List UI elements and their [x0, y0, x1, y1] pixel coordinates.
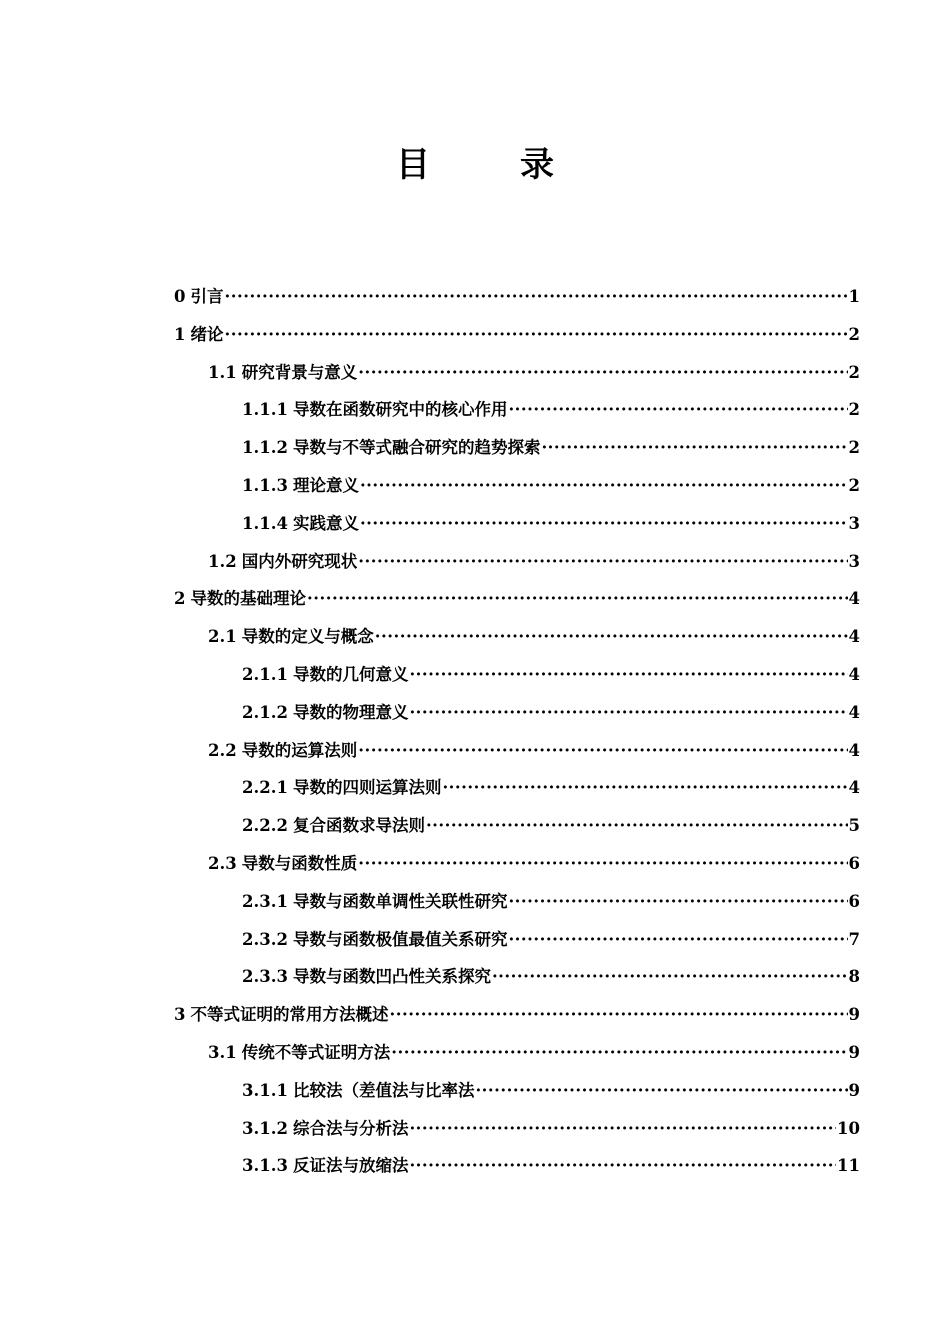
toc-entry-title: 导数与函数性质	[241, 853, 358, 873]
toc-entry-label	[208, 354, 357, 392]
toc-entry-title: 绪论	[190, 324, 224, 344]
toc-dot-leader	[409, 656, 847, 694]
toc-dot-leader	[508, 391, 847, 429]
toc-entry-title: 反证法与放缩法	[292, 1156, 409, 1176]
toc-entry-label	[208, 732, 357, 770]
toc-entry[interactable]	[174, 1034, 860, 1072]
toc-dot-leader	[358, 543, 847, 581]
toc-entry-page-number: 2	[848, 324, 860, 344]
toc-entry-number: 3	[174, 1005, 186, 1025]
toc-entry[interactable]	[174, 845, 860, 883]
toc-entry-title: 复合函数求导法则	[292, 816, 425, 836]
toc-dot-leader	[508, 921, 847, 959]
toc-entry-label	[242, 1147, 408, 1185]
toc-entry-page-number: 9	[848, 1005, 860, 1025]
toc-entry-number: 3.1.2	[242, 1118, 288, 1138]
toc-entry-number: 1.1.2	[242, 438, 288, 458]
toc-entry-page-number: 6	[848, 891, 860, 911]
toc-entry-page-number: 9	[848, 1042, 860, 1062]
toc-entry-page-number: 2	[848, 362, 860, 382]
toc-entry-label	[174, 316, 223, 354]
toc-entry-title: 导数与不等式融合研究的趋势探索	[292, 438, 541, 458]
toc-entry[interactable]	[174, 769, 860, 807]
toc-entry-label	[242, 883, 507, 921]
toc-dot-leader	[492, 958, 848, 996]
toc-entry-label	[208, 618, 374, 656]
toc-dot-leader	[375, 618, 848, 656]
toc-entry-number: 2.3	[208, 853, 237, 873]
toc-entry-title: 导数的基础理论	[190, 589, 306, 609]
toc-entry-page-number: 4	[848, 740, 860, 760]
toc-entry[interactable]	[174, 580, 860, 618]
toc-entry-page-number: 7	[848, 929, 860, 949]
toc-entry[interactable]	[174, 732, 860, 770]
toc-entry-title: 研究背景与意义	[241, 362, 358, 382]
toc-entry-page-number: 2	[848, 475, 860, 495]
toc-entry[interactable]	[174, 618, 860, 656]
toc-entry-number: 2.1.2	[242, 702, 288, 722]
toc-entry-page-number: 4	[848, 627, 860, 647]
toc-dot-leader	[409, 1110, 836, 1148]
toc-entry-label	[174, 996, 388, 1034]
toc-entry-page-number: 4	[848, 702, 860, 722]
toc-entry[interactable]	[174, 543, 860, 581]
toc-entry-number: 2.2.2	[242, 816, 288, 836]
toc-entry-number: 1.1.4	[242, 513, 288, 533]
toc-entry[interactable]	[174, 1072, 860, 1110]
toc-entry[interactable]	[174, 505, 860, 543]
toc-dot-leader	[358, 354, 847, 392]
toc-dot-leader	[224, 278, 847, 316]
toc-entry-number: 2.3.3	[242, 967, 288, 987]
toc-entry-page-number: 5	[848, 816, 860, 836]
toc-entry-page-number: 4	[848, 664, 860, 684]
toc-entry[interactable]	[174, 467, 860, 505]
toc-entry-title: 导数的运算法则	[241, 740, 358, 760]
toc-entry-label	[242, 656, 408, 694]
toc-entry-number: 3.1	[208, 1042, 237, 1062]
toc-entry-title: 引言	[190, 287, 224, 306]
toc-dot-leader	[360, 467, 848, 505]
toc-entry-title: 导数的几何意义	[292, 664, 409, 684]
toc-dot-leader	[358, 732, 847, 770]
toc-entry-page-number: 11	[837, 1156, 860, 1176]
toc-entry-title: 实践意义	[292, 513, 359, 533]
toc-entry-label	[242, 505, 359, 543]
toc-entry-title: 导数的物理意义	[292, 702, 409, 722]
toc-entry-page-number: 4	[848, 589, 860, 609]
toc-entry[interactable]	[174, 921, 860, 959]
toc-entry-title: 综合法与分析法	[292, 1118, 409, 1138]
toc-entry-title: 导数的四则运算法则	[292, 778, 442, 798]
toc-entry-title: 国内外研究现状	[241, 551, 358, 571]
toc-dot-leader	[508, 883, 847, 921]
toc-entry[interactable]	[174, 391, 860, 429]
toc-entry-title: 导数的定义与概念	[241, 627, 374, 647]
toc-entry-label	[208, 543, 357, 581]
toc-entry-title: 导数与函数极值最值关系研究	[292, 929, 508, 949]
toc-dot-leader	[409, 1147, 836, 1185]
toc-entry[interactable]	[174, 429, 860, 467]
toc-entry-number: 2.2	[208, 740, 237, 760]
toc-entry-page-number: 8	[848, 967, 860, 987]
toc-entry-title: 导数与函数凹凸性关系探究	[292, 967, 491, 987]
toc-entry-label	[242, 921, 507, 959]
toc-entry-page-number: 1	[848, 287, 860, 306]
toc-entry-number: 1.1.1	[242, 400, 288, 420]
toc-entry[interactable]	[174, 807, 860, 845]
toc-entry-number: 1	[174, 324, 186, 344]
toc-entry-title: 比较法（差值法与比率法	[292, 1080, 475, 1100]
toc-entry-page-number: 2	[848, 400, 860, 420]
toc-dot-leader	[389, 996, 847, 1034]
toc-entry-number: 2.3.2	[242, 929, 288, 949]
toc-dot-leader	[426, 807, 848, 845]
toc-entry[interactable]	[174, 354, 860, 392]
toc-dot-leader	[409, 694, 847, 732]
toc-entry-title: 导数与函数单调性关联性研究	[292, 891, 508, 911]
toc-dot-leader	[224, 316, 847, 354]
toc-entry-label	[242, 769, 441, 807]
toc-dot-leader	[475, 1072, 847, 1110]
toc-entry-number: 1.1	[208, 362, 237, 382]
toc-dot-leader	[442, 769, 847, 807]
toc-entry-page-number: 3	[848, 513, 860, 533]
toc-entry[interactable]	[174, 958, 860, 996]
toc-entry-page-number: 3	[848, 551, 860, 571]
toc-entry-page-number: 4	[848, 778, 860, 798]
toc-entry-page-number: 2	[848, 438, 860, 458]
toc-entry-label	[242, 694, 408, 732]
toc-entry[interactable]	[174, 1110, 860, 1148]
toc-dot-leader	[360, 505, 848, 543]
toc-entry-number: 1.1.3	[242, 475, 288, 495]
toc-entry-label	[208, 1034, 390, 1072]
toc-dot-leader	[541, 429, 847, 467]
toc-entry-number: 2.1.1	[242, 664, 288, 684]
toc-entry[interactable]	[174, 316, 860, 354]
toc-entry-page-number: 9	[848, 1080, 860, 1100]
toc-entry-label	[174, 580, 306, 618]
toc-entry[interactable]	[174, 694, 860, 732]
toc-entry-label	[242, 429, 540, 467]
toc-entry-number: 2.2.1	[242, 778, 288, 798]
toc-entry-label	[242, 1072, 474, 1110]
toc-entry-label	[208, 845, 357, 883]
toc-entry-label	[242, 958, 491, 996]
toc-entry-number: 2.3.1	[242, 891, 288, 911]
toc-entry-label	[242, 467, 359, 505]
toc-entry-label	[242, 1110, 408, 1148]
toc-dot-leader	[307, 580, 848, 618]
toc-entry-label	[242, 807, 425, 845]
toc-entry-page-number: 6	[848, 853, 860, 873]
toc-entry-number: 2.1	[208, 627, 237, 647]
toc-entry-page-number: 10	[837, 1118, 860, 1138]
toc-entry[interactable]	[174, 996, 860, 1034]
toc-entry-title: 导数在函数研究中的核心作用	[292, 400, 508, 420]
toc-entry-number: 0	[174, 287, 186, 306]
toc-dot-leader	[391, 1034, 847, 1072]
toc-entry-label	[242, 391, 507, 429]
toc-entry-number: 1.2	[208, 551, 237, 571]
toc-dot-leader	[358, 845, 847, 883]
table-of-contents	[174, 278, 860, 1185]
toc-entry-title: 不等式证明的常用方法概述	[190, 1005, 389, 1025]
toc-entry[interactable]	[174, 656, 860, 694]
toc-entry-number: 2	[174, 589, 186, 609]
toc-entry-title: 理论意义	[292, 475, 359, 495]
page-title: 目 录	[396, 145, 582, 185]
toc-entry[interactable]	[174, 1147, 860, 1185]
toc-entry[interactable]	[174, 278, 860, 316]
toc-entry-title: 传统不等式证明方法	[241, 1042, 391, 1062]
toc-entry-label	[174, 278, 223, 316]
toc-entry[interactable]	[174, 883, 860, 921]
toc-entry-number: 3.1.3	[242, 1156, 288, 1176]
toc-entry-number: 3.1.1	[242, 1080, 288, 1100]
